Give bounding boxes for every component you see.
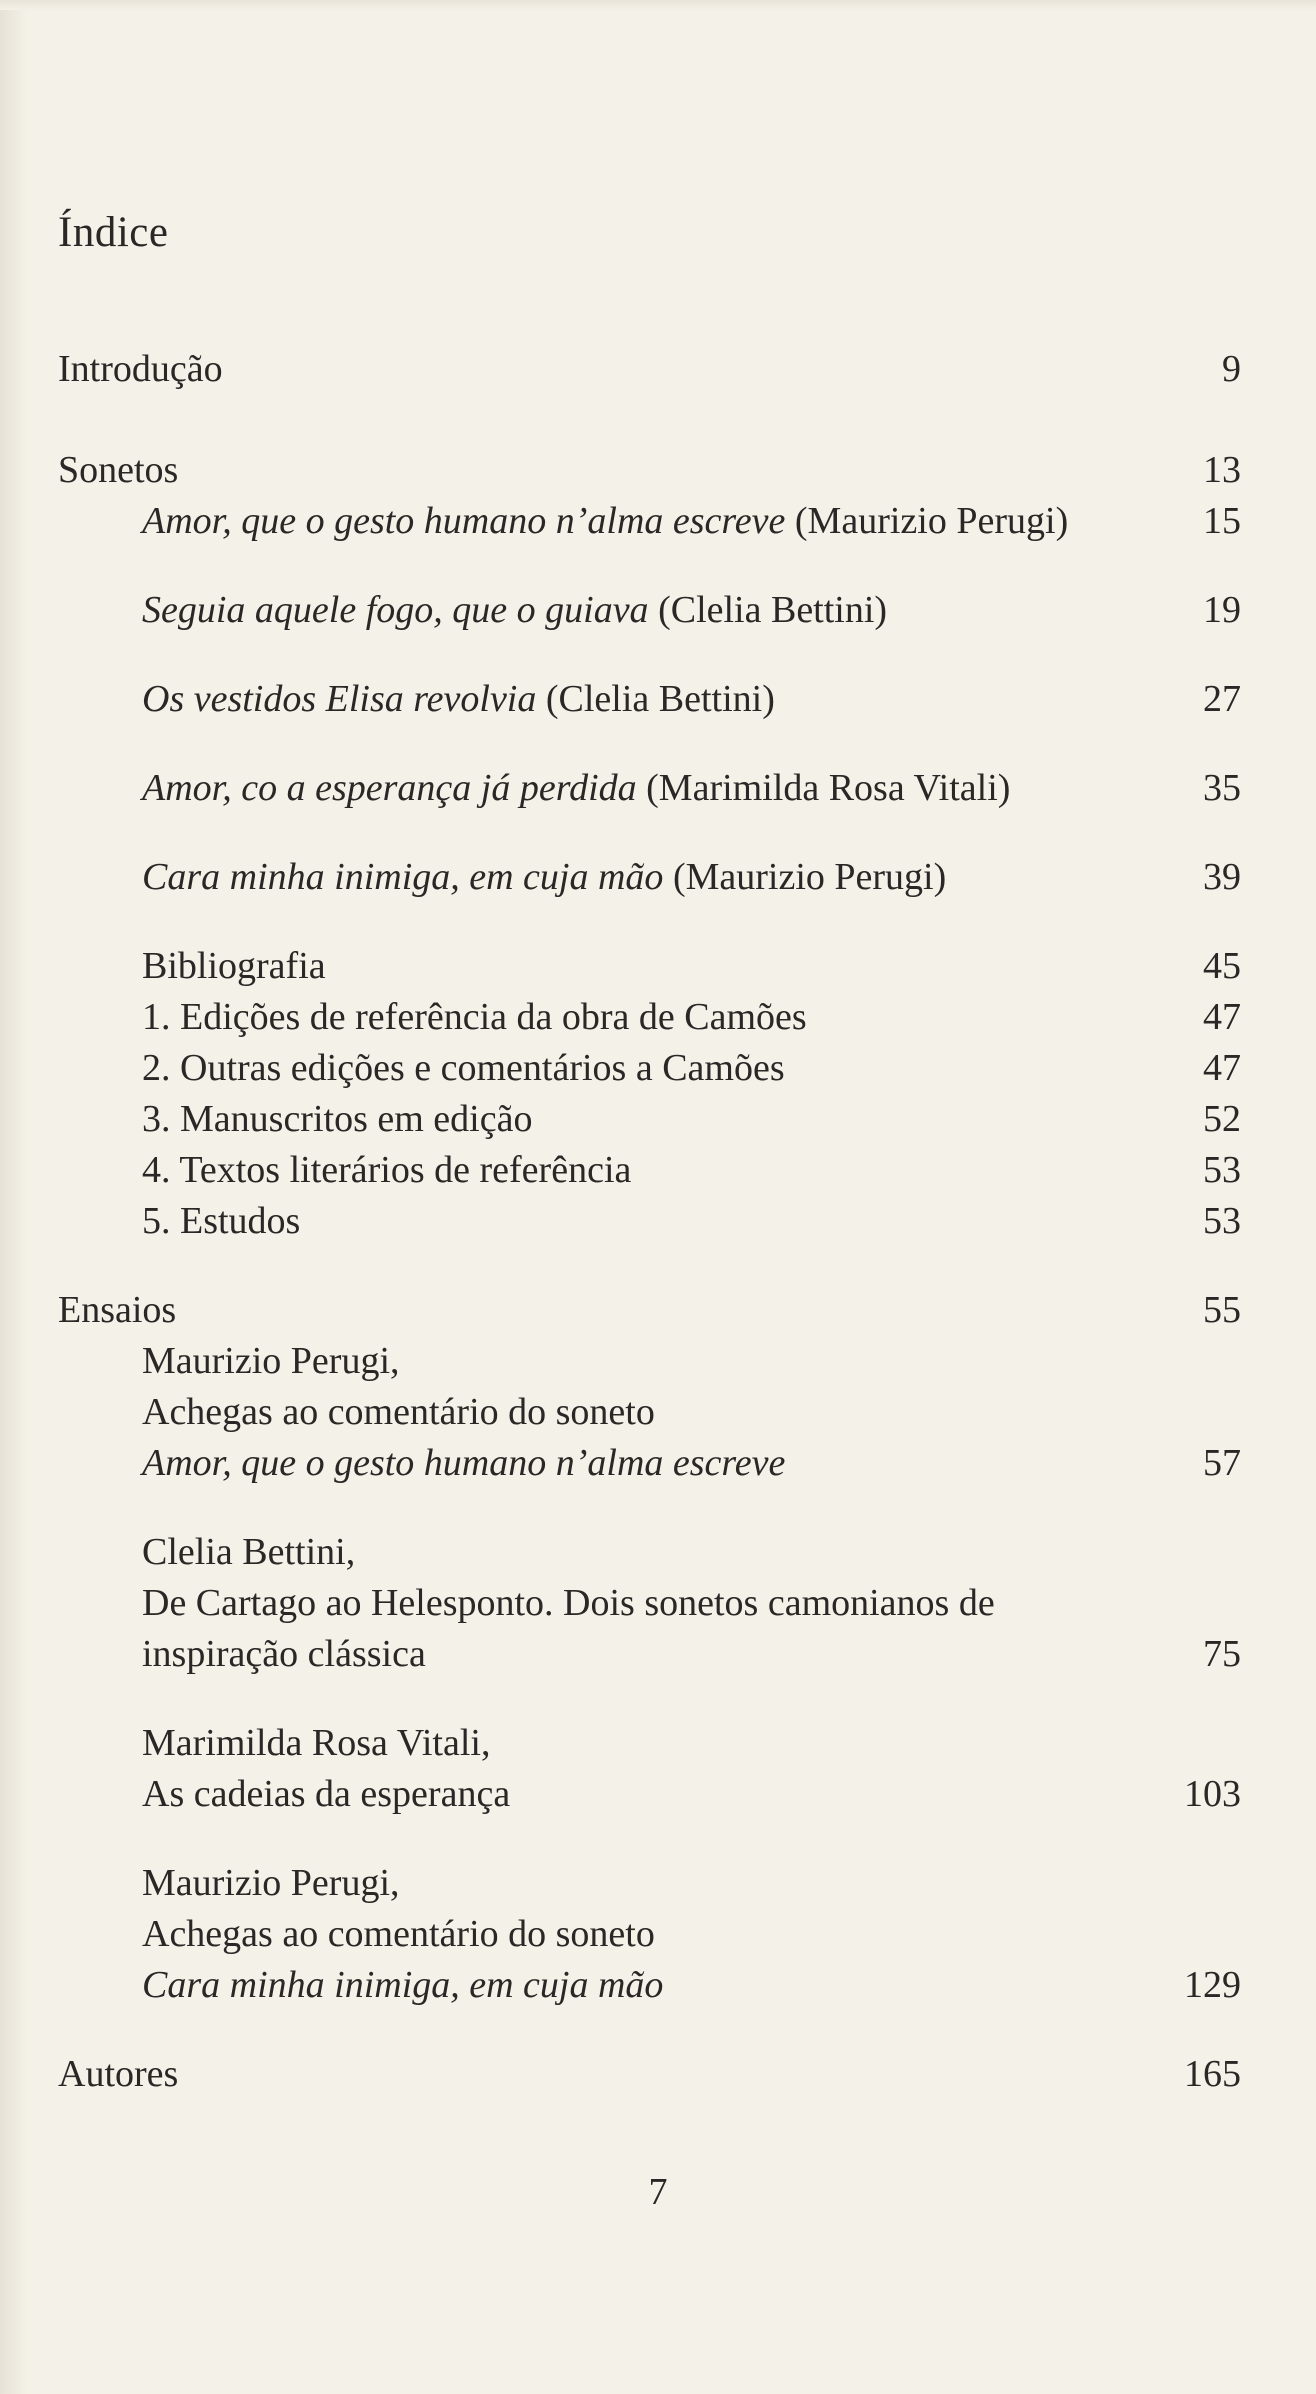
essay-subtitle: Amor, que o gesto humano n’alma escreve (142, 1442, 786, 1484)
sonnet-title: Amor, que o gesto humano n’alma escreve (142, 500, 786, 542)
essay-title-continued: inspiração clássica (142, 1633, 426, 1675)
toc-entry-bibliografia-2 (58, 1043, 1241, 1094)
toc-entry-autores (58, 2049, 1241, 2100)
toc-entry-soneto-4 (58, 763, 1241, 814)
toc-page-number: 39 (1203, 856, 1241, 898)
toc-page-number: 27 (1203, 678, 1241, 720)
sonnet-title: Seguia aquele fogo, que o guiava (142, 589, 649, 631)
table-of-contents (58, 344, 1241, 2100)
essay-author: Clelia Bettini, (142, 1531, 356, 1573)
toc-entry-soneto-1 (58, 496, 1241, 547)
toc-page-number: 165 (1184, 2053, 1241, 2095)
toc-page-number: 103 (1184, 1773, 1241, 1815)
toc-entry-introducao (58, 344, 1241, 395)
toc-entry-label: Ensaios (58, 1289, 177, 1331)
toc-entry-bibliografia (58, 941, 1241, 992)
essay-author: Marimilda Rosa Vitali, (142, 1722, 491, 1764)
toc-entry-bibliografia-3 (58, 1094, 1241, 1145)
toc-entry-ensaio-1 (58, 1336, 1241, 1489)
sonnet-author: (Marimilda Rosa Vitali) (636, 767, 1011, 809)
toc-page-number: 75 (1203, 1633, 1241, 1675)
toc-entry-soneto-5 (58, 852, 1241, 903)
toc-entry-label: 3. Manuscritos em edição (142, 1098, 533, 1140)
sonnet-author: (Maurizio Perugi) (785, 500, 1069, 542)
toc-entry-soneto-3 (58, 674, 1241, 725)
essay-subtitle: Cara minha inimiga, em cuja mão (142, 1964, 664, 2006)
toc-page-number: 53 (1203, 1200, 1241, 1242)
essay-title: Achegas ao comentário do soneto (142, 1913, 655, 1955)
toc-page-number: 15 (1203, 500, 1241, 542)
toc-entry-bibliografia-1 (58, 992, 1241, 1043)
toc-page-number: 57 (1203, 1442, 1241, 1484)
toc-entry-bibliografia-5 (58, 1196, 1241, 1247)
essay-title: Achegas ao comentário do soneto (142, 1391, 655, 1433)
toc-entry-ensaio-3 (58, 1718, 1241, 1820)
toc-entry-soneto-2 (58, 585, 1241, 636)
sonnet-author: (Maurizio Perugi) (663, 856, 947, 898)
toc-entry-ensaio-4 (58, 1858, 1241, 2011)
toc-entry-label: 1. Edições de referência da obra de Camões (142, 996, 807, 1038)
page-top-edge (0, 0, 1316, 10)
toc-page-number: 47 (1203, 996, 1241, 1038)
toc-entry-label: 4. Textos literários de referência (142, 1149, 632, 1191)
toc-page-number: 13 (1203, 449, 1241, 491)
sonnet-title: Amor, co a esperança já perdida (142, 767, 637, 809)
toc-page-number: 52 (1203, 1098, 1241, 1140)
toc-entry-label: 5. Estudos (142, 1200, 301, 1242)
essay-title: De Cartago ao Helesponto. Dois sonetos camonianos de (142, 1582, 995, 1624)
essay-title: As cadeias da esperança (142, 1773, 511, 1815)
toc-entry-ensaio-2 (58, 1527, 1241, 1680)
toc-entry-label: Introdução (58, 348, 223, 390)
toc-entry-bibliografia-4 (58, 1145, 1241, 1196)
toc-entry-label: Sonetos (58, 449, 179, 491)
toc-page-number: 53 (1203, 1149, 1241, 1191)
toc-entry-label: 2. Outras edições e comentários a Camões (142, 1047, 785, 1089)
toc-page-number: 45 (1203, 945, 1241, 987)
toc-page-number: 47 (1203, 1047, 1241, 1089)
sonnet-title: Os vestidos Elisa revolvia (142, 678, 537, 720)
toc-entry-label: Bibliografia (142, 945, 326, 987)
page-title: Índice (58, 209, 169, 256)
page-gutter-shadow (0, 0, 28, 2394)
toc-page-number: 19 (1203, 589, 1241, 631)
toc-page-number: 129 (1184, 1964, 1241, 2006)
toc-page-number: 35 (1203, 767, 1241, 809)
essay-author: Maurizio Perugi, (142, 1340, 400, 1382)
toc-entry-ensaios (58, 1285, 1241, 1336)
sonnet-author: (Clelia Bettini) (536, 678, 775, 720)
toc-page-number: 9 (1222, 348, 1241, 390)
toc-entry-label: Autores (58, 2053, 179, 2095)
sonnet-author: (Clelia Bettini) (648, 589, 888, 631)
folio-page-number: 7 (648, 2171, 668, 2213)
toc-page-number: 55 (1203, 1289, 1241, 1331)
toc-entry-sonetos (58, 445, 1241, 496)
sonnet-title: Cara minha inimiga, em cuja mão (142, 856, 664, 898)
essay-author: Maurizio Perugi, (142, 1862, 400, 1904)
